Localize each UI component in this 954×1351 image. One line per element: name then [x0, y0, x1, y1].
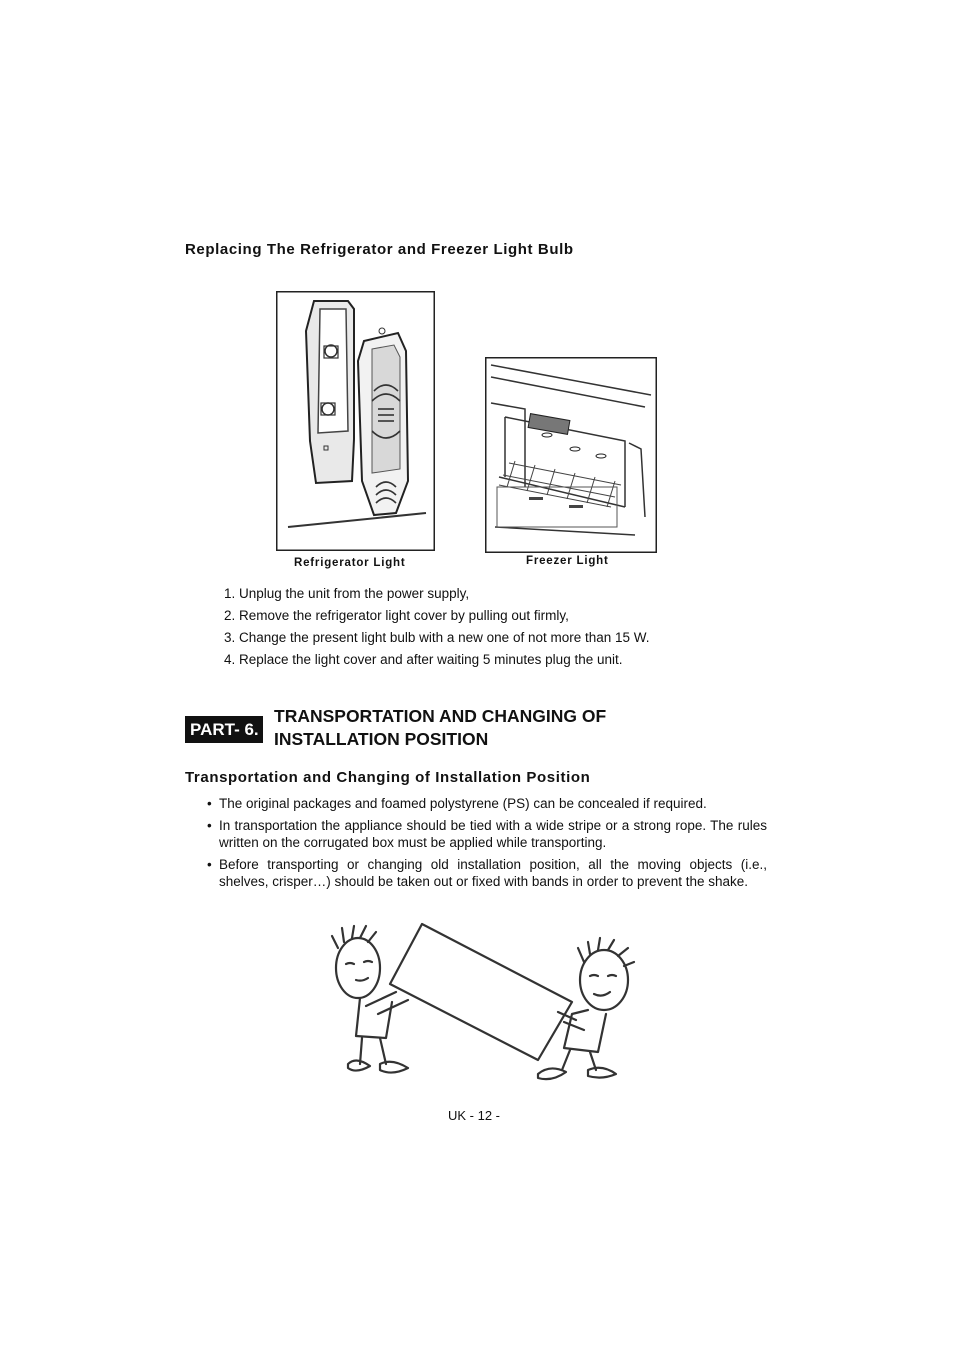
bullet-text: Before transporting or changing old installation position, all the moving objects (i.e., shelves, crisper…) should be taken out or fixed with bands in order to prevent the shake. [219, 857, 767, 889]
part-badge: PART- 6. [185, 716, 263, 743]
page-number: UK - 12 - [448, 1108, 501, 1123]
bullet-symbol: • [207, 857, 212, 872]
step-item: 1. Unplug the unit from the power supply, [224, 586, 470, 601]
bullet-text: In transportation the appliance should be tied with a wide stripe or a strong rope. The rules written on the corrugated box must be applied while transporting. [219, 818, 767, 850]
bullet-item [207, 817, 767, 851]
bullet-text: The original packages and foamed polystyrene (PS) can be concealed if required. [219, 796, 707, 811]
transport-cartoon-illustration [326, 918, 638, 1090]
part-title [274, 705, 606, 751]
section-heading-transportation: Transportation and Changing of Installation Position [185, 769, 591, 786]
bullet-item [207, 795, 767, 812]
refrigerator-light-caption: Refrigerator Light [294, 557, 406, 569]
transportation-bullets [207, 795, 767, 895]
step-item: 2. Remove the refrigerator light cover by pulling out firmly, [224, 608, 569, 623]
freezer-light-caption: Freezer Light [526, 555, 609, 567]
part-title-line2: INSTALLATION POSITION [274, 729, 489, 749]
step-item: 3. Change the present light bulb with a new one of not more than 15 W. [224, 630, 650, 645]
refrigerator-light-illustration [276, 291, 435, 551]
freezer-light-illustration [485, 357, 657, 553]
section-heading-light-bulb: Replacing The Refrigerator and Freezer Light Bulb [185, 241, 574, 258]
part-title-line1: TRANSPORTATION AND CHANGING OF [274, 706, 607, 726]
step-item: 4. Replace the light cover and after waiting 5 minutes plug the unit. [224, 652, 623, 667]
bullet-symbol: • [207, 796, 212, 811]
light-replacement-steps [224, 583, 650, 671]
bullet-item [207, 856, 767, 890]
bullet-symbol: • [207, 818, 212, 833]
